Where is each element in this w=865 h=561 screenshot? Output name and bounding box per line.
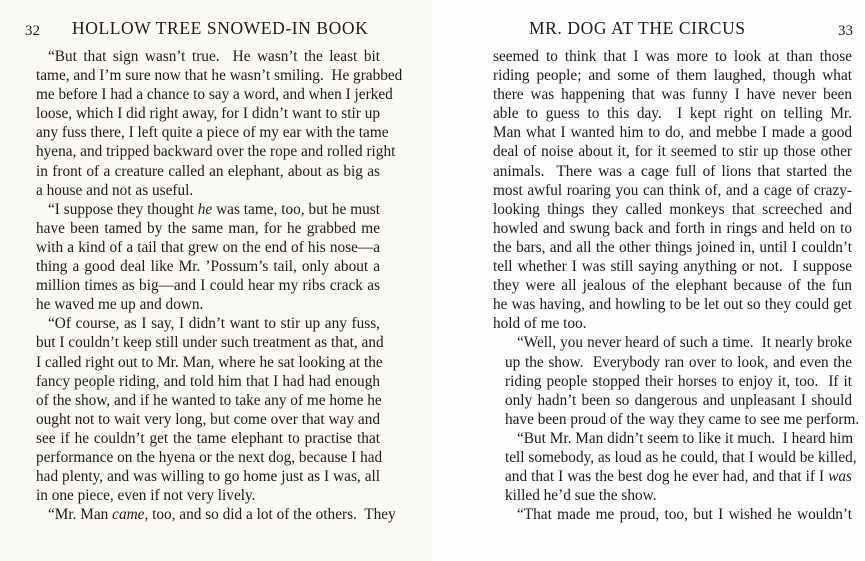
text-line: in one piece, even if not very lively. [36,487,256,505]
text-line: “Well, you never heard of such a time. It nearly broke [517,334,852,352]
text-line: “Mr. Man came, too, and so did a lot of the others. They [48,506,396,524]
text-line: “I suppose they thought he was tame, too, but he must [48,200,380,218]
emphasis: came [112,506,145,524]
text-line: most awful roaring you can think of, and a cage of crazy- [493,181,852,199]
emphasis: he [197,200,213,218]
text-line: riding people stopped their horses to enjoy it, too. If it [505,372,852,390]
text-line: me before I had a chance to say a word, and when I jerked [36,86,393,104]
text-line: “That made me proud, too, but I wished he wouldn’t [517,506,852,524]
paragraph [24,505,396,524]
text-line: in front of a creature called an elephant, about as big as [36,162,380,180]
text-line: have been proud of the way they came to see me perform. [505,410,860,428]
text-line: animals. There was a cage full of lions that started the [493,162,852,180]
emphasis: was [828,468,852,486]
text-line: thing a good deal like Mr. ’Possum’s tail, only about a [36,258,380,276]
text-line: he was having, and howling to be let out so they could get [493,296,852,314]
paragraph [493,333,860,428]
text-line: million times as big—and I could hear my ribs crack as [36,277,380,295]
page-number-right: 33 [838,23,853,39]
text-line: I called right out to Mr. Man, where he sat looking at the [36,353,383,371]
text-line: looking things they called monkeys that screeched and [493,200,852,218]
text-line: “Of course, as I say, I didn’t want to stir up any fuss, [48,315,380,333]
paragraph [24,47,403,200]
text-line: hold of me too. [493,315,587,333]
text-line: seemed to think that I was more to look at than those [493,48,852,65]
left-page [0,0,432,561]
right-page [432,0,865,561]
body-text-right [493,47,860,524]
text-line: only hadn’t been so dangerous and unpleasant I should [505,391,852,409]
text-line: with a kind of a tail that grew on the end of his nose—a [36,238,380,256]
text-line: “But Mr. Man didn’t seem to like it much. I heard him [517,429,854,447]
text-line: ought not to wait very long, but come over that way and [36,410,380,428]
text-line: there was happening that was funny I have never been [493,86,852,104]
paragraph [493,505,852,524]
text-line: but I couldn’t keep still under such treatment as that, and [36,334,384,352]
text-line: and that I was the best dog he ever had, and that if I was [505,468,852,486]
text-line: see if he couldn’t get the tame elephant to practise that [36,429,380,447]
text-line: loose, which I did right away, for I didn’t want to stir up [36,105,380,123]
text-line: “But that sign wasn’t true. He wasn’t the least bit [48,48,380,65]
text-line: tell somebody, as loud as he could, that I would be killed, [505,448,857,466]
text-line: the bars, and all the other things joined in, until I couldn’t [493,238,852,256]
text-line: have been tamed by the same man, for he grabbed me [36,219,380,237]
text-line: fancy people riding, and told him that I had had enough [36,372,380,390]
text-line: killed he’d sue the show. [505,487,657,505]
text-line: had plenty, and was willing to go home just as I was, all [36,468,380,486]
text-line: Man what I wanted him to do, and mebbe I made a good [493,124,852,142]
text-line: howled and swung back and forth in rings and held on to [493,219,852,237]
text-line: able to guess to this day. I kept right on telling Mr. [493,105,852,123]
text-line: performance on the hyena or the next dog, because I had [36,448,383,466]
text-line: of the show, and if he wanted to take any of me home he [36,391,382,409]
text-line: any fuss there, I left quite a piece of my ear with the tame [36,124,389,142]
running-head-left: HOLLOW TREE SNOWED-IN BOOK [72,18,369,38]
text-line: deal of noise about it, for it seemed to stir up those other [493,143,852,161]
text-line: up the show. Everybody ran over to look, and even the [505,353,852,371]
text-line: riding people; and some of them laughed, though what [493,67,852,85]
body-text-left [24,47,403,524]
paragraph [493,429,857,505]
text-line: tame, and I’m sure now that he wasn’t smiling. He grabbed [36,67,403,85]
running-head-right: MR. DOG AT THE CIRCUS [529,18,746,38]
text-line: they were all jealous of the elephant because of the fun [493,277,852,295]
paragraph [493,47,852,333]
text-line: he waved me up and down. [36,296,204,314]
text-line: tell whether I was still saying anything or not. I suppose [493,258,852,276]
text-line: a house and not as useful. [36,181,194,199]
paragraph [24,200,380,315]
page-number-left: 32 [25,23,40,39]
text-line: hyena, and tripped backward over the rope and rolled right [36,143,396,161]
paragraph [24,314,384,505]
